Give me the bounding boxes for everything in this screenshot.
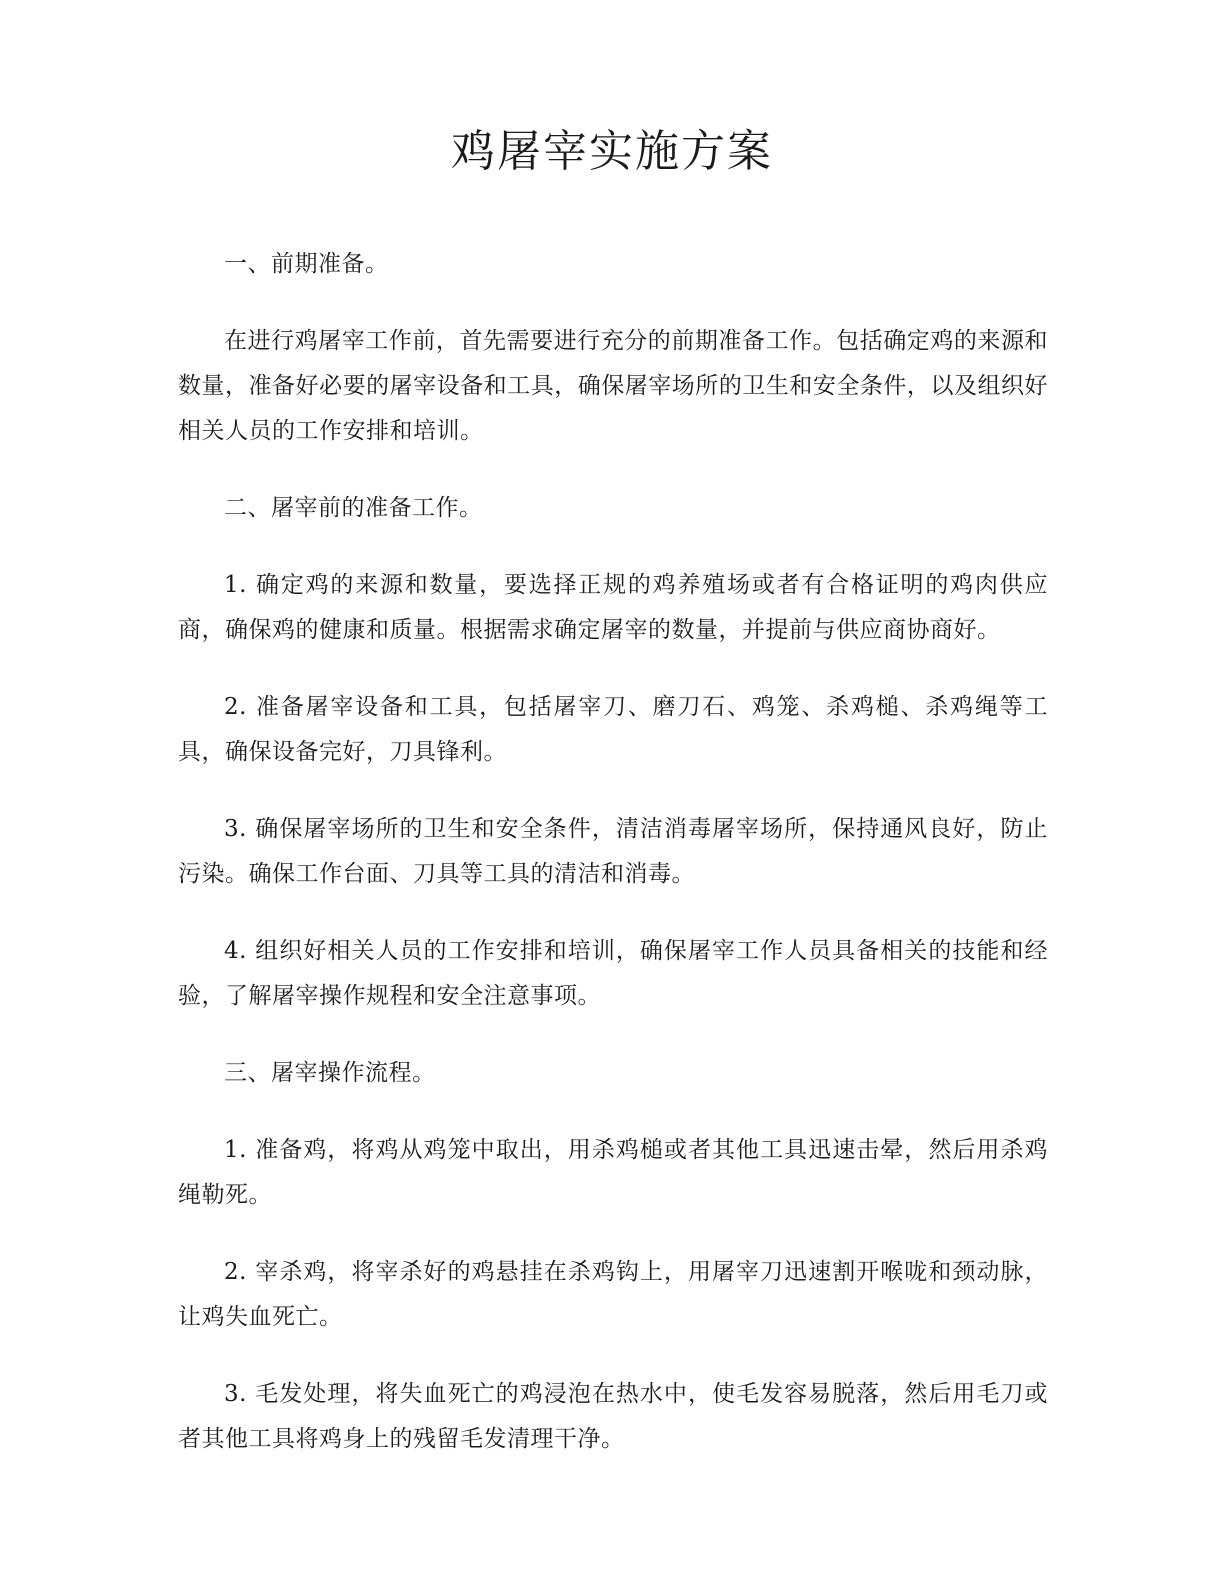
list-item-equipment: 2. 准备屠宰设备和工具，包括屠宰刀、磨刀石、鸡笼、杀鸡槌、杀鸡绳等工具，确保设备完好，刀具锋利。 — [178, 694, 1048, 765]
list-item-feather-removal: 3. 毛发处理，将失血死亡的鸡浸泡在热水中，使毛发容易脱落，然后用毛刀或者其他工具将鸡身上的残留毛发清理干净。 — [178, 1381, 1048, 1452]
section-heading-preparation: 一、前期准备。 — [224, 251, 389, 277]
list-item-staff: 4. 组织好相关人员的工作安排和培训，确保屠宰工作人员具备相关的技能和经验，了解屠宰操作规程和安全注意事项。 — [178, 938, 1048, 1009]
list-item-source-quantity: 1. 确定鸡的来源和数量，要选择正规的鸡养殖场或者有合格证明的鸡肉供应商，确保鸡的健康和质量。根据需求确定屠宰的数量，并提前与供应商协商好。 — [178, 572, 1048, 643]
list-item-slaughter: 2. 宰杀鸡，将宰杀好的鸡悬挂在杀鸡钩上，用屠宰刀迅速割开喉咙和颈动脉，让鸡失血死亡。 — [178, 1259, 1048, 1330]
paragraph-preparation-intro: 在进行鸡屠宰工作前，首先需要进行充分的前期准备工作。包括确定鸡的来源和数量，准备好必要的屠宰设备和工具，确保屠宰场所的卫生和安全条件，以及组织好相关人员的工作安排和培训。 — [178, 328, 1048, 444]
page-title: 鸡屠宰实施方案 — [451, 126, 773, 177]
section-heading-pre-slaughter: 二、屠宰前的准备工作。 — [224, 495, 483, 521]
document-body — [178, 242, 1048, 1494]
section-heading-process: 三、屠宰操作流程。 — [224, 1060, 436, 1086]
list-item-prepare-chicken: 1. 准备鸡，将鸡从鸡笼中取出，用杀鸡槌或者其他工具迅速击晕，然后用杀鸡绳勒死。 — [178, 1137, 1048, 1208]
list-item-hygiene: 3. 确保屠宰场所的卫生和安全条件，清洁消毒屠宰场所，保持通风良好，防止污染。确保工作台面、刀具等工具的清洁和消毒。 — [178, 816, 1048, 887]
